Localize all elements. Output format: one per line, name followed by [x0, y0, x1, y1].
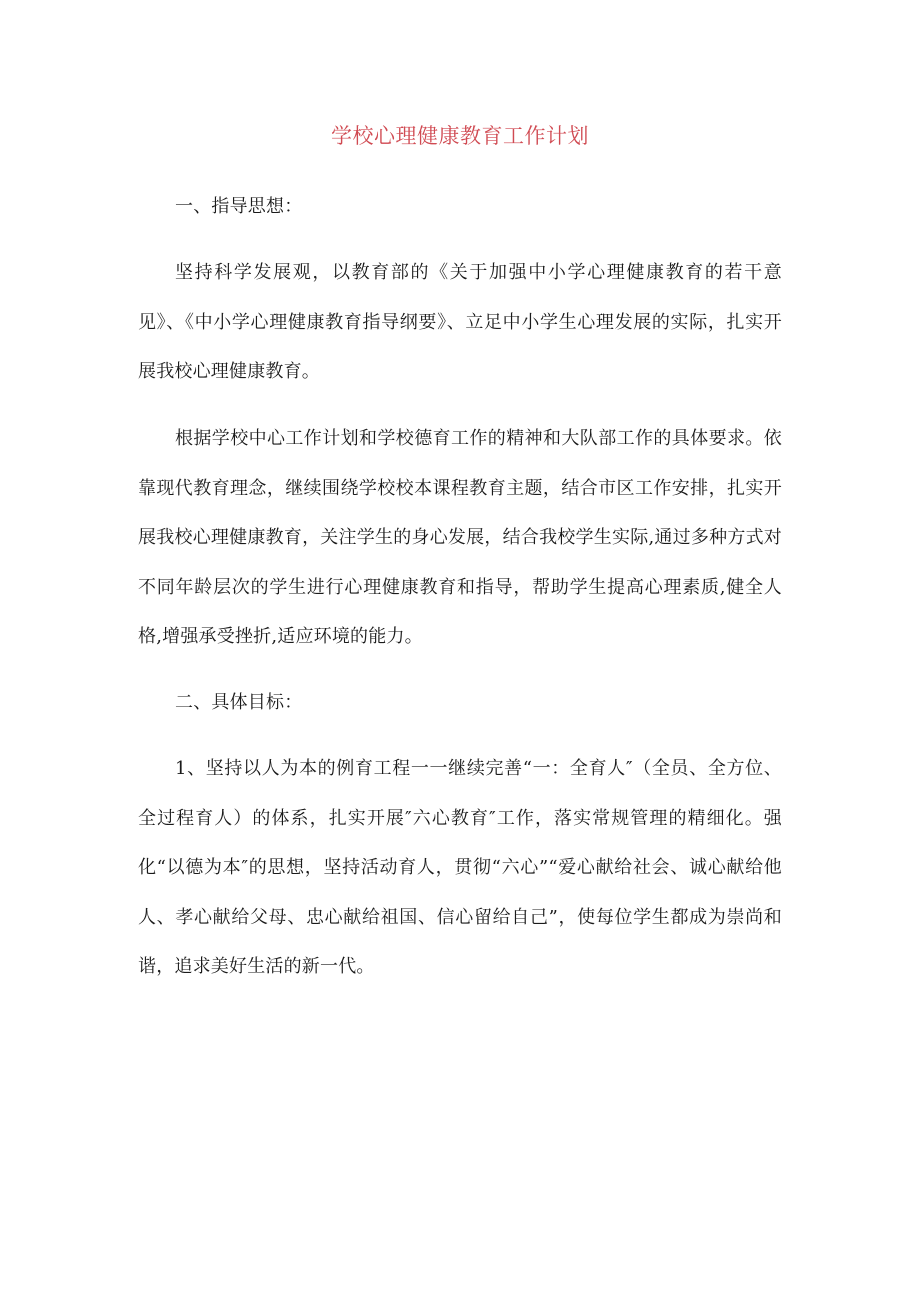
- paragraph-guiding-ideology: 坚持科学发展观，以教育部的《关于加强中小学心理健康教育的若干意见》、《中小学心理健康教育指导纲要》、立足中小学生心理发展的实际，扎实开展我校心理健康教育。: [138, 262, 782, 382]
- paragraph-work-basis: 根据学校中心工作计划和学校德育工作的精神和大队部工作的具体要求。依靠现代教育理念，继续围绕学校校本课程教育主题，结合市区工作安排，扎实开展我校心理健康教育，关注学生的身心发展，结合我校学生实际,通过多种方式对不同年龄层次的学生进行心理健康教育和指导，帮助学生提高心理素质,健全人格,增强承受挫折,适应环境的能力。: [138, 428, 782, 647]
- section-heading-guiding-ideology: 一、指导思想：: [175, 196, 303, 217]
- document-title: 学校心理健康教育工作计划: [331, 124, 589, 148]
- paragraph-goal-1: 1、坚持以人为本的例育工程一一继续完善“一：全育人″（全员、全方位、全过程育人）的体系，扎实开展″六心教育″工作，落实常规管理的精细化。强化“以德为本″的思想，坚持活动育人，贯彻“六心”“爱心献给社会、诚心献给他人、孝心献给父母、忠心献给祖国、信心留给自己”，使每位学生都成为崇尚和谐，追求美好生活的新一代。: [138, 758, 782, 977]
- section-heading-specific-goals: 二、具体目标：: [175, 692, 303, 713]
